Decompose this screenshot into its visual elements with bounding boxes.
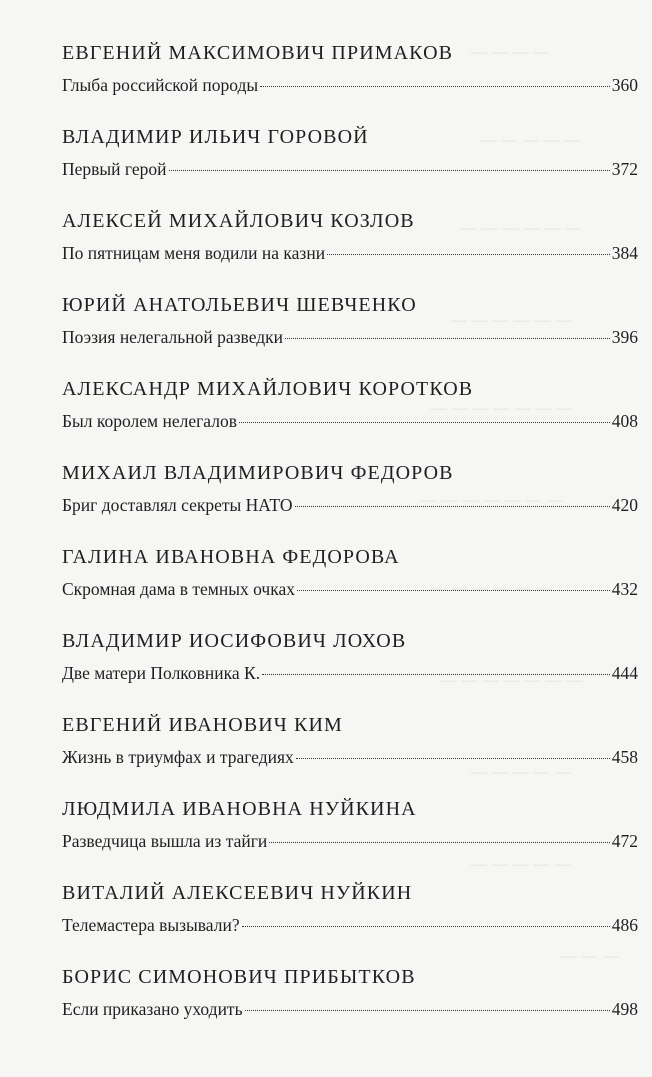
page-number: 472: [611, 831, 638, 851]
toc-entry: [62, 374, 638, 458]
bleed-through-text: — — — — —: [470, 764, 571, 781]
chapter-title: Две матери Полковника К.: [62, 663, 261, 683]
toc-entry: [62, 626, 638, 710]
toc-entry: [62, 542, 638, 626]
chapter-title: Бриг доставлял секреты НАТО: [62, 495, 293, 515]
author-heading: ЮРИЙ АНАТОЛЬЕВИЧ ШЕВЧЕНКО: [62, 294, 417, 316]
author-heading: ГАЛИНА ИВАНОВНА ФЕДОРОВА: [62, 546, 400, 568]
author-heading: ЕВГЕНИЙ МАКСИМОВИЧ ПРИМАКОВ: [62, 42, 454, 64]
dot-leader: [245, 1010, 610, 1011]
toc-line[interactable]: [62, 408, 638, 434]
author-heading: ЛЮДМИЛА ИВАНОВНА НУЙКИНА: [62, 798, 417, 820]
dot-leader: [327, 254, 610, 255]
chapter-title: Первый герой: [62, 159, 167, 179]
chapter-title: По пятницам меня водили на казни: [62, 243, 326, 263]
toc-line[interactable]: [62, 912, 638, 938]
toc-entry: [62, 962, 638, 1046]
bleed-through-text: — — —: [560, 948, 619, 965]
chapter-title: Жизнь в триумфах и трагедиях: [62, 747, 294, 767]
bleed-through-text: — — — — — — —: [430, 400, 573, 417]
toc-line[interactable]: [62, 156, 638, 182]
bleed-through-text: — — — — —: [470, 856, 571, 873]
dot-leader: [297, 590, 610, 591]
table-of-contents: [62, 38, 638, 1046]
toc-entry: [62, 290, 638, 374]
toc-line[interactable]: [62, 660, 638, 686]
toc-entry: [62, 710, 638, 794]
page-number: 432: [611, 579, 638, 599]
toc-entry: [62, 38, 638, 122]
dot-leader: [169, 170, 610, 171]
toc-line[interactable]: [62, 324, 638, 350]
author-heading: АЛЕКСЕЙ МИХАЙЛОВИЧ КОЗЛОВ: [62, 210, 415, 232]
page-number: 360: [611, 75, 638, 95]
author-heading: АЛЕКСАНДР МИХАЙЛОВИЧ КОРОТКОВ: [62, 378, 474, 400]
author-heading: ЕВГЕНИЙ ИВАНОВИЧ КИМ: [62, 714, 343, 736]
chapter-title: Если приказано уходить: [62, 999, 243, 1019]
chapter-title: Разведчица вышла из тайги: [62, 831, 268, 851]
page-number: 486: [611, 915, 638, 935]
toc-entry: [62, 122, 638, 206]
page-number: 384: [611, 243, 638, 263]
dot-leader: [269, 842, 610, 843]
chapter-title: Был королем нелегалов: [62, 411, 237, 431]
dot-leader: [295, 506, 610, 507]
page-number: 408: [611, 411, 638, 431]
page-number: 420: [611, 495, 638, 515]
dot-leader: [260, 86, 610, 87]
author-heading: ВИТАЛИЙ АЛЕКСЕЕВИЧ НУЙКИН: [62, 882, 413, 904]
dot-leader: [242, 926, 610, 927]
toc-line[interactable]: [62, 492, 638, 518]
page-number: 458: [611, 747, 638, 767]
dot-leader: [296, 758, 610, 759]
bleed-through-text: — — — — —: [480, 132, 581, 149]
dot-leader: [262, 674, 610, 675]
bleed-through-text: — — — — — —: [460, 220, 582, 237]
chapter-title: Скромная дама в темных очках: [62, 579, 295, 599]
toc-line[interactable]: [62, 576, 638, 602]
bleed-through-text: — — — — — — —: [420, 492, 563, 509]
bleed-through-text: — — — — — —: [430, 580, 552, 597]
chapter-title: Телемастера вызывали?: [62, 915, 240, 935]
toc-line[interactable]: [62, 72, 638, 98]
dot-leader: [285, 338, 610, 339]
toc-entry: [62, 878, 638, 962]
toc-entry: [62, 794, 638, 878]
dot-leader: [239, 422, 610, 423]
bleed-through-text: — — — —: [470, 44, 550, 61]
toc-line[interactable]: [62, 996, 638, 1022]
page-number: 444: [611, 663, 638, 683]
toc-line[interactable]: [62, 744, 638, 770]
author-heading: БОРИС СИМОНОВИЧ ПРИБЫТКОВ: [62, 966, 416, 988]
author-heading: ВЛАДИМИР ИОСИФОВИЧ ЛОХОВ: [62, 630, 407, 652]
toc-line[interactable]: [62, 828, 638, 854]
page-number: 372: [611, 159, 638, 179]
page-number: 396: [611, 327, 638, 347]
bleed-through-text: — — — — — —: [450, 312, 572, 329]
chapter-title: Поэзия нелегальной разведки: [62, 327, 284, 347]
chapter-title: Глыба российской породы: [62, 75, 259, 95]
toc-entry: [62, 458, 638, 542]
toc-entry: [62, 206, 638, 290]
page-number: 498: [611, 999, 638, 1019]
author-heading: ВЛАДИМИР ИЛЬИЧ ГОРОВОЙ: [62, 126, 369, 148]
bleed-through-text: — — — — — — —: [440, 672, 583, 689]
toc-line[interactable]: [62, 240, 638, 266]
author-heading: МИХАИЛ ВЛАДИМИРОВИЧ ФЕДОРОВ: [62, 462, 454, 484]
